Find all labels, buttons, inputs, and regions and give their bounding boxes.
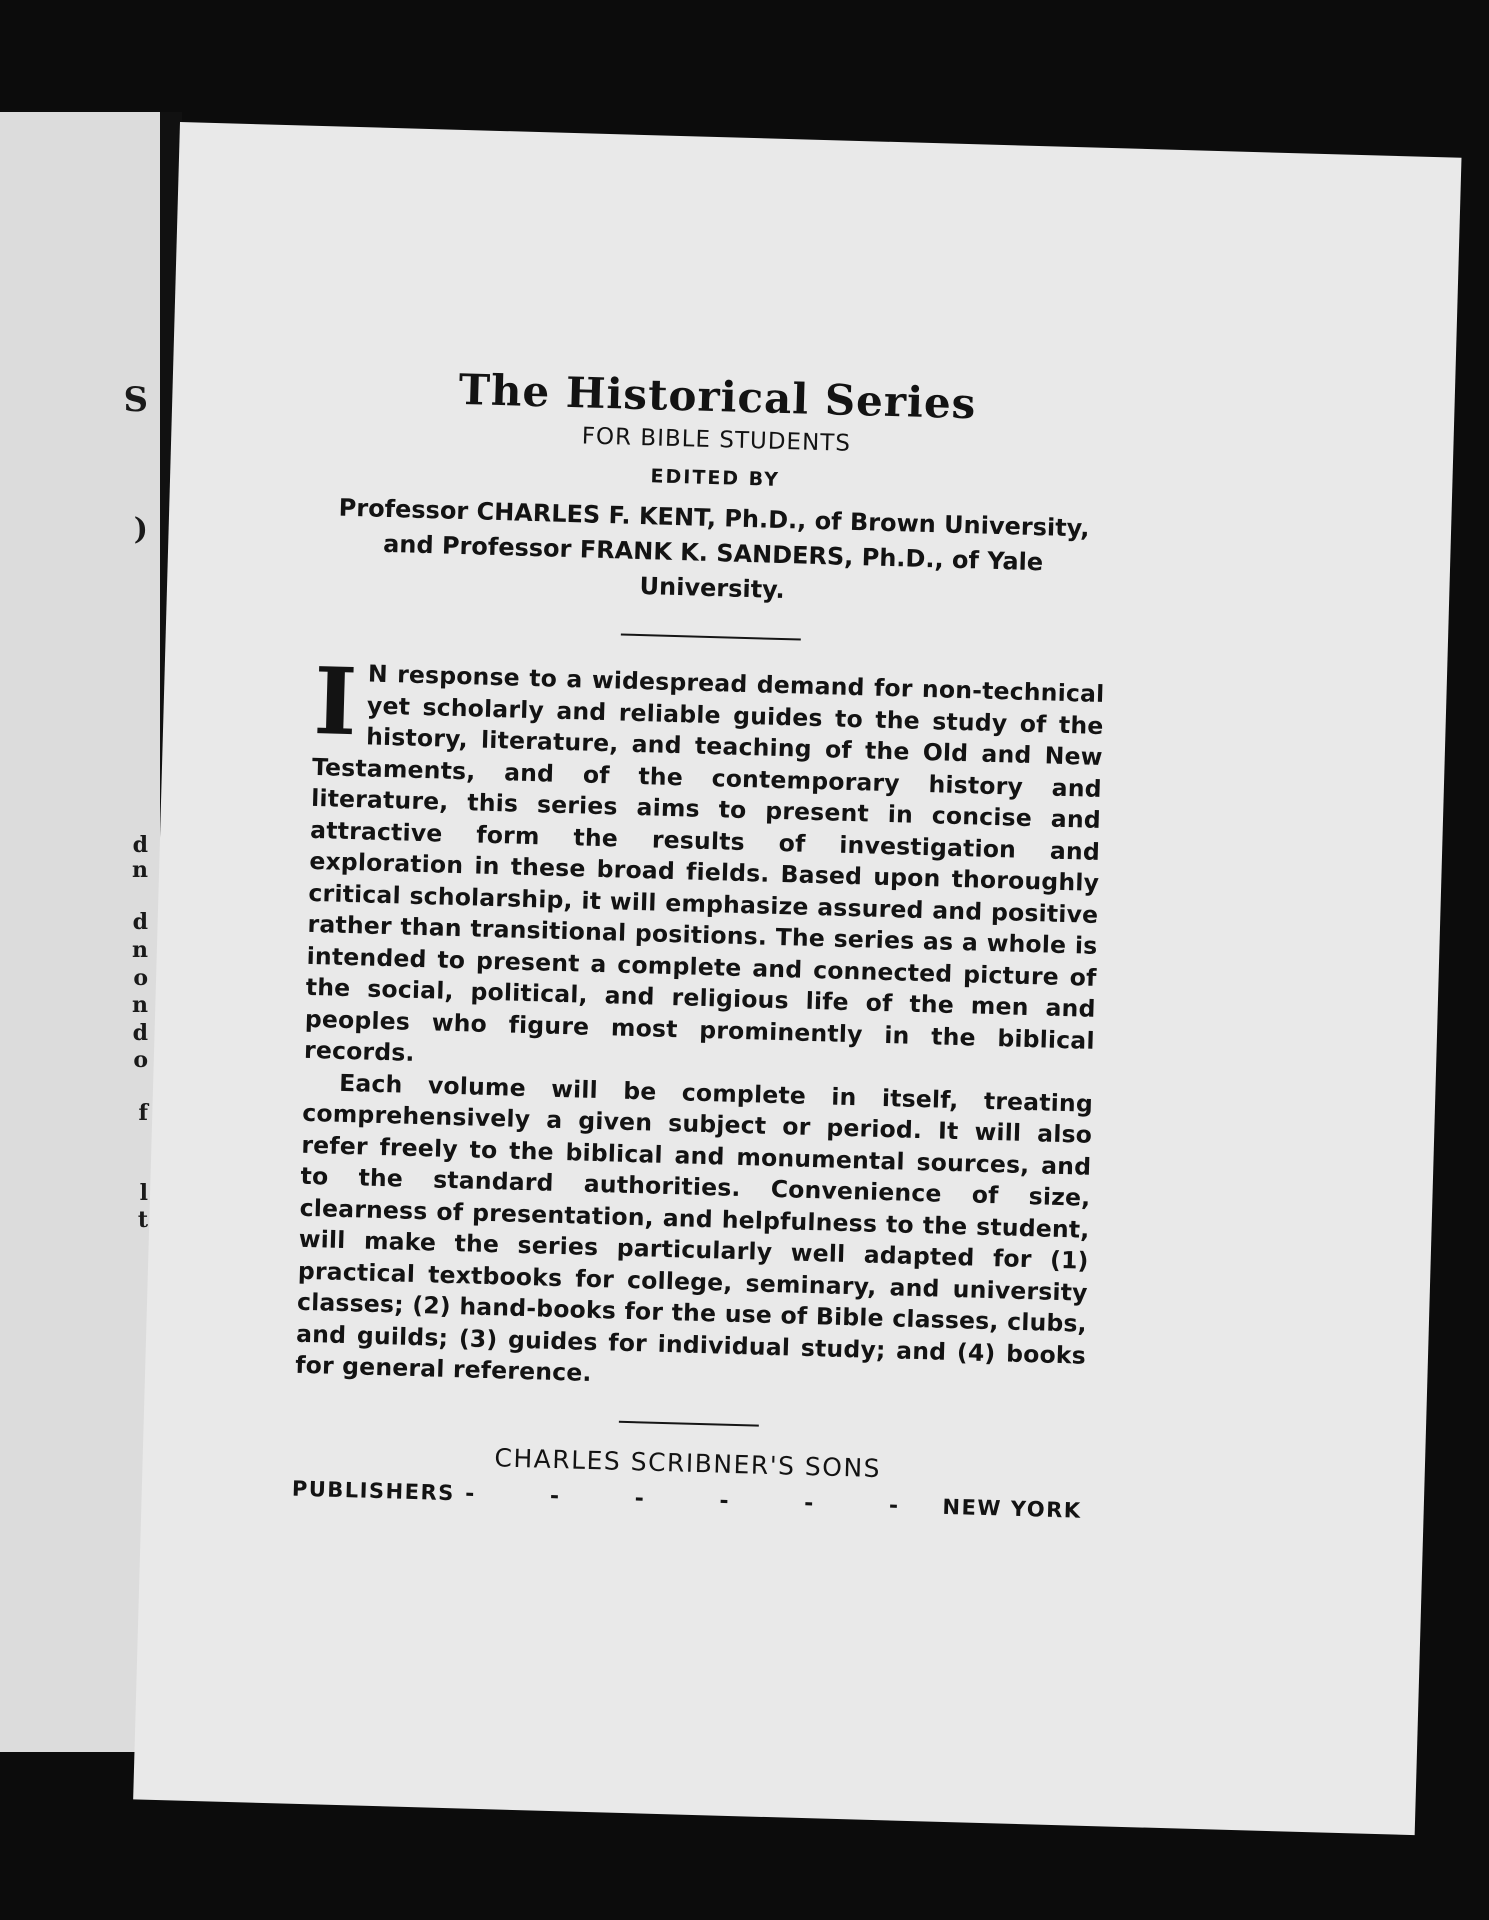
adjacent-page-fragment: d (132, 1020, 148, 1046)
imprint-publishers: PUBLISHERS (291, 1476, 456, 1505)
paragraph-1 (303, 646, 1105, 1088)
adjacent-page-fragment: f (138, 1100, 148, 1126)
page-content (292, 361, 1114, 1523)
adjacent-page-fragment: d (132, 832, 148, 858)
paragraph-2: Each volume will be complete in itself, treating comprehensively a given subject or period. It will also refer freely to the biblical and monumental sources, and to the standard authorities. Convenience of size, clearness of presentation, and helpfulness to the student, will make the series particularly well adapted for (1) practical textbooks for college, seminary, and university classes; (2) hand-books for the use of Bible classes, clubs, and guilds; (3) guides for individual study; and (4) books for general reference. (294, 1068, 1094, 1387)
adjacent-page-fragment: S (123, 380, 148, 420)
paragraph-1-text: N response to a widespread demand for non-technical yet scholarly and reliable guides to the study of the history, literature, and teaching of the Old and New Testaments, and of the contemporary history and literature, this series aims to present in concise and attractive form the results of investigation and exploration in these broad fields. Based upon thoroughly critical scholarship, it will emphasize assured and positive rather than transitional positions. The series as a whole is intended to present a complete and connected picture of the social, political, and religious life of the men and peoples who figure most prominently in the biblical records. (303, 659, 1105, 1067)
page-title: The Historical Series (458, 364, 978, 429)
imprint-dashes: - - - - - - (464, 1481, 933, 1520)
adjacent-page-fragment: n (132, 857, 148, 883)
adjacent-page-fragment: o (133, 1047, 148, 1073)
drop-cap: I (312, 646, 359, 757)
adjacent-page-fragment: n (132, 992, 148, 1018)
publisher-name: CHARLES SCRIBNER'S SONS (494, 1442, 882, 1483)
adjacent-page (0, 112, 160, 1752)
editors-credit: Professor CHARLES F. KENT, Ph.D., of Brown University, and Professor FRANK K. SANDERS, Ph.D., of Yale University. (338, 493, 1090, 605)
imprint-city: NEW YORK (942, 1494, 1082, 1523)
adjacent-page-fragment: d (132, 909, 148, 935)
adjacent-page-fragment: o (133, 965, 148, 991)
edited-by-label: EDITED BY (650, 465, 781, 491)
adjacent-page-fragment: l (139, 1180, 148, 1206)
adjacent-page-fragment: ) (133, 512, 148, 547)
document-page (133, 122, 1461, 1835)
adjacent-page-fragment: t (137, 1207, 148, 1233)
divider-rule-bottom (619, 1420, 759, 1426)
page-subtitle: FOR BIBLE STUDENTS (581, 423, 852, 457)
adjacent-page-fragment: n (132, 937, 148, 963)
divider-rule (621, 634, 801, 641)
